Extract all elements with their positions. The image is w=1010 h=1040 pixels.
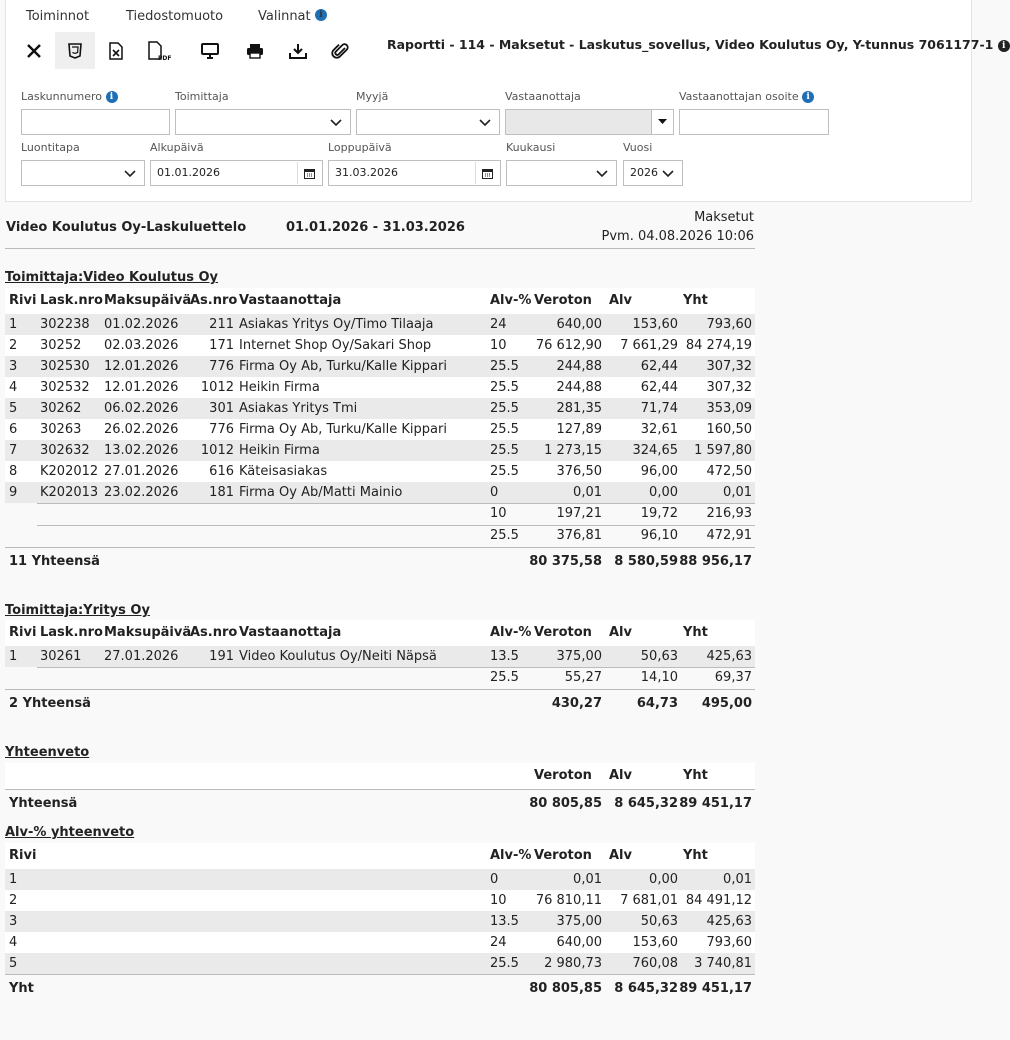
cell-maksupaiva: 12.01.2026 (104, 359, 179, 374)
chevron-down-icon (124, 167, 136, 179)
html5-button[interactable] (55, 32, 95, 69)
vastaanottaja-label: Vastaanottaja (505, 90, 581, 103)
alkupaiva-label: Alkupäivä (150, 141, 204, 154)
cell-alv-pct: 13.5 (490, 649, 519, 664)
cell-alv-pct: 24 (490, 935, 507, 950)
cell-asnro: 1012 (200, 443, 234, 458)
calendar-button[interactable] (297, 162, 321, 184)
cell-asnro: 776 (209, 359, 234, 374)
cell-alv: 8 645,32 (614, 981, 678, 996)
cell-alv: 760,08 (632, 956, 678, 971)
table-row (5, 482, 755, 503)
cell-yht: 0,01 (723, 485, 752, 500)
cell-asnro: 1012 (200, 380, 234, 395)
cell-alv: 153,60 (632, 317, 678, 332)
cell-veroton: 0,01 (573, 872, 602, 887)
screen-view-button[interactable] (190, 32, 230, 69)
cell-yht: 69,37 (714, 670, 752, 685)
cell-alv-pct: Alv-% (490, 625, 532, 640)
cell-maksupaiva: 01.02.2026 (104, 317, 179, 332)
cell-alv-pct: 25.5 (490, 380, 519, 395)
table-row (5, 461, 755, 482)
chevron-down-icon (596, 167, 608, 179)
cell-alv: 32,61 (640, 422, 678, 437)
cell-yht: 425,63 (706, 649, 752, 664)
myyja-label: Myyjä (356, 90, 389, 103)
cell-veroton: Veroton (534, 625, 592, 640)
download-icon (289, 43, 307, 59)
alkupaiva-input[interactable] (150, 160, 323, 186)
cell-alv: 62,44 (640, 380, 678, 395)
chevron-down-icon (479, 116, 491, 128)
cell-rivi: 3 (9, 359, 18, 374)
cell-veroton: 80 805,85 (529, 981, 602, 996)
cell-yht: 216,93 (706, 506, 752, 521)
table-header-row (5, 763, 755, 789)
luontitapa-select[interactable] (21, 160, 145, 186)
summary-table (5, 763, 755, 817)
cell-alv: 71,74 (640, 401, 678, 416)
cell-maksupaiva: 27.01.2026 (104, 649, 179, 664)
cell-alv-pct: 25.5 (490, 443, 519, 458)
excel-file-icon (109, 42, 123, 60)
cell-asnro: 616 (209, 464, 234, 479)
loppupaiva-input[interactable] (328, 160, 501, 186)
cell-alv: Alv (609, 848, 632, 863)
table-row (5, 335, 755, 356)
vuosi-select[interactable] (623, 160, 683, 186)
cell-rivi: 5 (9, 401, 18, 416)
cell-alv: 8 645,32 (614, 796, 678, 811)
cell-rivi: 4 (9, 380, 18, 395)
vat-subtotal-row (5, 503, 755, 525)
html5-icon (68, 43, 82, 59)
cell-veroton: 1 273,15 (544, 443, 602, 458)
cell-alv-pct: Alv-% (490, 848, 532, 863)
cell-yht: 0,01 (723, 872, 752, 887)
vastaanottaja-combo[interactable] (505, 109, 674, 135)
cell-rivi: 1 (9, 872, 18, 887)
calendar-icon (304, 168, 315, 179)
laskunumero-input[interactable] (21, 109, 170, 135)
table-row (5, 440, 755, 461)
cell-yht: 495,00 (701, 696, 752, 711)
report-printed-date: Pvm. 04.08.2026 10:06 (601, 229, 754, 244)
vuosi-value: 2026 (630, 166, 658, 179)
cell-rivi: 2 (9, 338, 18, 353)
cell-alv: 96,00 (640, 464, 678, 479)
cell-veroton: 430,27 (551, 696, 602, 711)
download-button[interactable] (278, 32, 318, 69)
cell-rivi: 5 (9, 956, 18, 971)
calendar-button[interactable] (475, 162, 499, 184)
cell-alv: 96,10 (640, 528, 678, 543)
cell-alv: 19,72 (640, 506, 678, 521)
table-row (5, 314, 755, 335)
cell-maksupaiva: Maksupäivä (104, 625, 192, 640)
info-icon[interactable]: i (315, 9, 327, 21)
cell-vastaanottaja: Internet Shop Oy/Sakari Shop (239, 338, 432, 353)
cell-yht: 3 740,81 (694, 956, 752, 971)
cell-lasknro: 302532 (40, 380, 90, 395)
cell-lasknro: 30261 (40, 649, 82, 664)
cell-alv: Alv (609, 768, 632, 783)
print-button[interactable] (235, 32, 275, 69)
cell-alv: 8 580,59 (614, 554, 678, 569)
cell-asnro: 171 (209, 338, 234, 353)
cell-alv-pct: 10 (490, 893, 507, 908)
table-row (5, 356, 755, 377)
cell-yht: Yht (683, 768, 708, 783)
menu-valinnat[interactable]: Valinnat (258, 9, 311, 24)
cell-vastaanottaja: Asiakas Yritys Oy/Timo Tilaaja (239, 317, 434, 332)
menu-toiminnot[interactable]: Toiminnot (26, 9, 90, 24)
cell-lasknro: 30262 (40, 401, 82, 416)
loppupaiva-value: 31.03.2026 (335, 166, 398, 179)
section-title-supplier-1: Toimittaja:Video Koulutus Oy (5, 270, 219, 285)
cell-alv-pct: 25.5 (490, 422, 519, 437)
cell-veroton: Veroton (534, 768, 592, 783)
table-row (5, 932, 755, 953)
cell-vastaanottaja: Asiakas Yritys Tmi (239, 401, 358, 416)
cell-rivi: 6 (9, 422, 18, 437)
cell-veroton: 0,01 (573, 485, 602, 500)
cell-alv-pct: 0 (490, 872, 499, 887)
calendar-icon (482, 168, 493, 179)
cell-total-label: Yht (9, 981, 34, 996)
cell-lasknro: 30252 (40, 338, 82, 353)
cell-lasknro: 30263 (40, 422, 82, 437)
cell-rivi: 2 (9, 893, 18, 908)
close-icon (26, 43, 42, 59)
section-title-supplier-2: Toimittaja:Yritys Oy (5, 603, 150, 618)
cell-yht: 1 597,80 (694, 443, 752, 458)
myyja-select[interactable] (356, 109, 500, 135)
cell-alv-pct: 0 (490, 485, 499, 500)
cell-vastaanottaja: Käteisasiakas (239, 464, 328, 479)
report-title (387, 37, 1010, 52)
cell-alv: 153,60 (632, 935, 678, 950)
cell-alv-pct: 25.5 (490, 670, 519, 685)
section-total-row (5, 689, 755, 717)
cell-alv-pct: 25.5 (490, 401, 519, 416)
vat-subtotal-row (5, 667, 755, 689)
table-row (5, 911, 755, 932)
info-icon[interactable]: i (802, 91, 814, 103)
cell-alv: 62,44 (640, 359, 678, 374)
cell-asnro: 191 (209, 649, 234, 664)
cell-veroton: 376,50 (556, 464, 602, 479)
cell-rivi: 8 (9, 464, 18, 479)
table-header-row (5, 620, 755, 646)
chevron-down-icon (662, 167, 674, 179)
cell-vastaanottaja: Video Koulutus Oy/Neiti Näpsä (239, 649, 437, 664)
cell-alv: 324,65 (632, 443, 678, 458)
cell-alv: 7 661,29 (620, 338, 678, 353)
cell-maksupaiva: 27.01.2026 (104, 464, 179, 479)
luontitapa-label: Luontitapa (21, 141, 80, 154)
cell-lasknro: K202012 (40, 464, 99, 479)
attach-button[interactable] (321, 32, 361, 69)
cell-lasknro: K202013 (40, 485, 99, 500)
cell-alv: 50,63 (640, 649, 678, 664)
menu-tiedostomuoto[interactable]: Tiedostomuoto (126, 9, 224, 24)
cell-alv-pct: 25.5 (490, 956, 519, 971)
cell-veroton: 127,89 (556, 422, 602, 437)
cell-vastaanottaja: Heikin Firma (239, 380, 320, 395)
cell-lasknro: Lask.nro (40, 625, 103, 640)
report-header (5, 205, 755, 249)
cell-veroton: 281,35 (556, 401, 602, 416)
cell-yht: Yht (683, 293, 708, 308)
report-status: Maksetut (694, 210, 754, 225)
laskunumero-label: Laskunnumero i (21, 90, 118, 103)
pdf-export-button[interactable] (139, 32, 179, 69)
vat-summary-total-row (5, 974, 755, 1002)
cell-yht: 89 451,17 (679, 981, 752, 996)
paperclip-icon (332, 42, 350, 60)
cell-veroton: 197,21 (556, 506, 602, 521)
cell-maksupaiva: Maksupäivä (104, 293, 192, 308)
cell-yht: 472,91 (706, 528, 752, 543)
cell-yht: Yht (683, 625, 708, 640)
table-row (5, 646, 755, 667)
cell-lasknro: Lask.nro (40, 293, 103, 308)
cell-alv-pct: 25.5 (490, 359, 519, 374)
cell-vastaanottaja: Firma Oy Ab, Turku/Kalle Kippari (239, 422, 447, 437)
table-row (5, 377, 755, 398)
summary-total-row (5, 789, 755, 817)
cell-veroton: 76 612,90 (535, 338, 602, 353)
cell-rivi: Rivi (9, 848, 37, 863)
cell-veroton: 376,81 (556, 528, 602, 543)
cell-veroton: 2 980,73 (544, 956, 602, 971)
svg-text:PDF: PDF (158, 54, 172, 62)
caret-down-icon (658, 119, 667, 125)
cell-vastaanottaja: Heikin Firma (239, 443, 320, 458)
cell-yht: 88 956,17 (679, 554, 752, 569)
vat-summary-table (5, 843, 755, 1002)
table-row (5, 953, 755, 974)
cell-alv-pct: 13.5 (490, 914, 519, 929)
cell-yht: 160,50 (706, 422, 752, 437)
cell-veroton: Veroton (534, 848, 592, 863)
section-total-row (5, 547, 755, 575)
cell-total-label: Yhteensä (9, 796, 78, 811)
cell-yht: Yht (683, 848, 708, 863)
kuukausi-label: Kuukausi (506, 141, 556, 154)
vuosi-label: Vuosi (623, 141, 653, 154)
cell-maksupaiva: 12.01.2026 (104, 380, 179, 395)
cell-veroton: 375,00 (556, 649, 602, 664)
cell-yht: 307,32 (706, 359, 752, 374)
cell-yht: 307,32 (706, 380, 752, 395)
vastaanottajan-osoite-label: Vastaanottajan osoite i (679, 90, 814, 103)
cell-lasknro: 302238 (40, 317, 90, 332)
cell-alv: 50,63 (640, 914, 678, 929)
filter-panel (5, 0, 1006, 202)
cell-yht: 84 274,19 (685, 338, 752, 353)
excel-export-button[interactable] (96, 32, 136, 69)
cell-veroton: Veroton (534, 293, 592, 308)
cell-yht: 89 451,17 (679, 796, 752, 811)
monitor-icon (201, 43, 219, 59)
alkupaiva-value: 01.01.2026 (157, 166, 220, 179)
print-icon (246, 43, 264, 59)
cell-vastaanottaja: Vastaanottaja (239, 293, 342, 308)
table-row (5, 398, 755, 419)
cell-alv: 14,10 (640, 670, 678, 685)
cell-veroton: 80 805,85 (529, 796, 602, 811)
cell-rivi: 3 (9, 914, 18, 929)
vat-subtotal-row (5, 525, 755, 547)
info-icon[interactable]: i (998, 40, 1010, 52)
cell-vastaanottaja: Vastaanottaja (239, 625, 342, 640)
cell-yht: 793,60 (706, 935, 752, 950)
cell-rivi: 1 (9, 317, 18, 332)
vastaanottajan-osoite-input[interactable] (679, 109, 829, 135)
cell-asnro: As.nro (190, 625, 238, 640)
cell-yht: 353,09 (706, 401, 752, 416)
cell-alv-pct: 10 (490, 338, 507, 353)
table-row (5, 419, 755, 440)
cell-lasknro: 302530 (40, 359, 90, 374)
cell-rivi: 7 (9, 443, 18, 458)
cell-alv-pct: 24 (490, 317, 507, 332)
cell-maksupaiva: 06.02.2026 (104, 401, 179, 416)
cell-asnro: 181 (209, 485, 234, 500)
cell-rivi: 1 (9, 649, 18, 664)
toimittaja-select[interactable] (175, 109, 351, 135)
cell-rivi: Rivi (9, 625, 37, 640)
chevron-down-icon (330, 116, 342, 128)
cell-rivi: 4 (9, 935, 18, 950)
cell-alv-pct: 10 (490, 506, 507, 521)
cell-alv-pct: 25.5 (490, 528, 519, 543)
cell-maksupaiva: 23.02.2026 (104, 485, 179, 500)
cell-alv: Alv (609, 293, 632, 308)
cell-asnro: 211 (209, 317, 234, 332)
cell-total-label: 2 Yhteensä (9, 696, 91, 711)
cell-asnro: As.nro (190, 293, 238, 308)
cell-vastaanottaja: Firma Oy Ab/Matti Mainio (239, 485, 403, 500)
cell-maksupaiva: 13.02.2026 (104, 443, 179, 458)
table-header-row (5, 288, 755, 314)
cell-veroton: 76 810,11 (535, 893, 602, 908)
cell-veroton: 640,00 (556, 935, 602, 950)
cell-yht: 84 491,12 (685, 893, 752, 908)
close-button[interactable] (14, 32, 54, 69)
cell-veroton: 80 375,58 (529, 554, 602, 569)
info-icon[interactable]: i (106, 91, 118, 103)
toimittaja-label: Toimittaja (175, 90, 229, 103)
cell-maksupaiva: 26.02.2026 (104, 422, 179, 437)
kuukausi-select[interactable] (506, 160, 617, 186)
cell-total-label: 11 Yhteensä (9, 554, 100, 569)
cell-alv: Alv (609, 625, 632, 640)
report-period: 01.01.2026 - 31.03.2026 (286, 220, 465, 235)
table-header-row (5, 843, 755, 869)
cell-yht: 793,60 (706, 317, 752, 332)
report-title-text: Raportti - 114 - Maksetut - Laskutus_sovellus, Video Koulutus Oy, Y-tunnus 7061177-1 (387, 37, 994, 52)
cell-asnro: 301 (209, 401, 234, 416)
cell-veroton: 375,00 (556, 914, 602, 929)
cell-veroton: 55,27 (564, 670, 602, 685)
invoice-table-supplier-2 (5, 620, 755, 717)
cell-alv-pct: Alv-% (490, 293, 532, 308)
cell-veroton: 244,88 (556, 359, 602, 374)
cell-lasknro: 302632 (40, 443, 90, 458)
cell-alv: 0,00 (649, 485, 678, 500)
cell-alv: 64,73 (636, 696, 678, 711)
pdf-file-icon (148, 41, 170, 61)
table-row (5, 890, 755, 911)
loppupaiva-label: Loppupäivä (328, 141, 392, 154)
vat-summary-title: Alv-% yhteenveto (5, 825, 135, 840)
cell-veroton: 244,88 (556, 380, 602, 395)
cell-alv: 0,00 (649, 872, 678, 887)
summary-title: Yhteenveto (5, 745, 90, 760)
table-row (5, 869, 755, 890)
cell-alv: 7 681,01 (620, 893, 678, 908)
dropdown-toggle[interactable] (651, 110, 673, 134)
cell-yht: 425,63 (706, 914, 752, 929)
cell-rivi: 9 (9, 485, 18, 500)
cell-veroton: 640,00 (556, 317, 602, 332)
cell-alv-pct: 25.5 (490, 464, 519, 479)
cell-maksupaiva: 02.03.2026 (104, 338, 179, 353)
cell-asnro: 776 (209, 422, 234, 437)
cell-rivi: Rivi (9, 293, 37, 308)
cell-yht: 472,50 (706, 464, 752, 479)
report-heading: Video Koulutus Oy-Laskuluettelo (6, 220, 247, 235)
invoice-table-supplier-1 (5, 288, 755, 575)
cell-vastaanottaja: Firma Oy Ab, Turku/Kalle Kippari (239, 359, 447, 374)
